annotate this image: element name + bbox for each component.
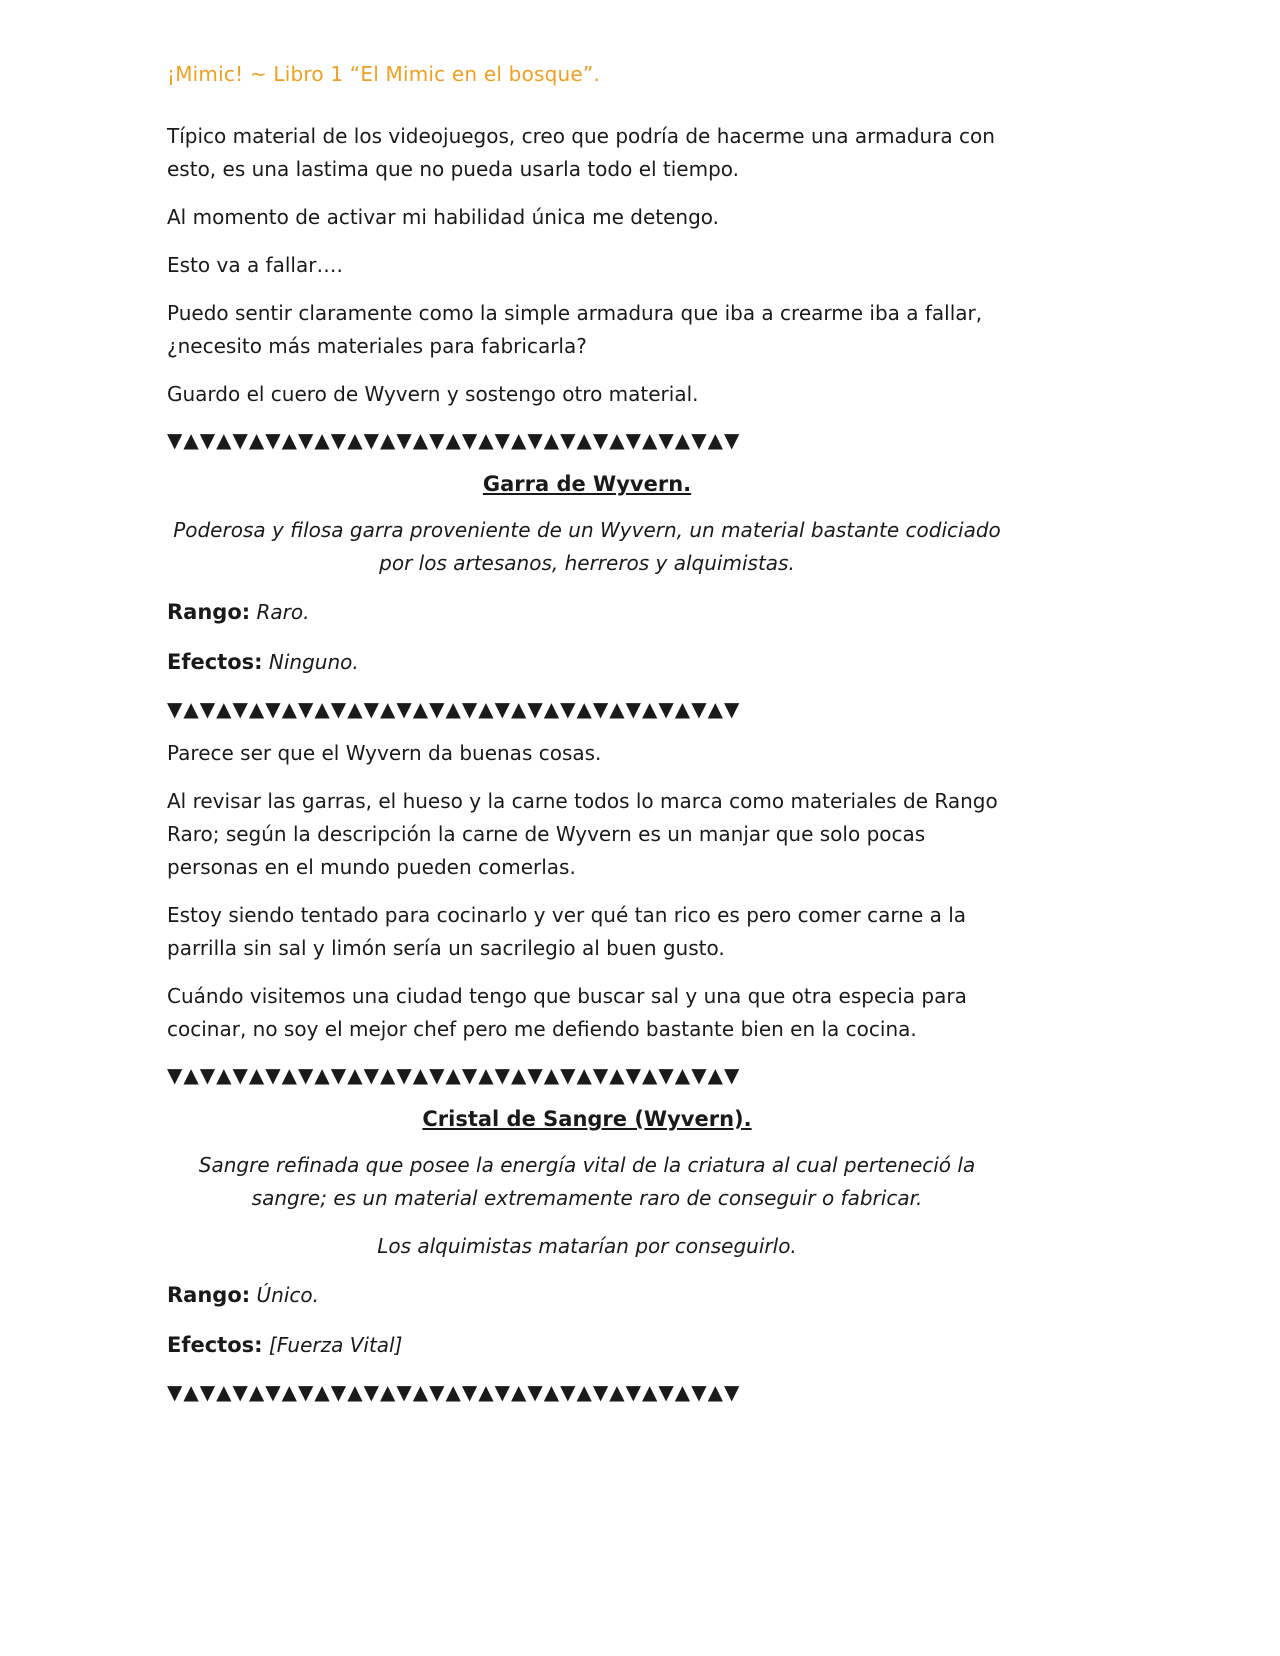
effects-label: Efectos: xyxy=(167,650,263,674)
rank-label: Rango: xyxy=(167,1283,251,1307)
item-effects-cristal xyxy=(167,1328,1007,1362)
item-title-garra: Garra de Wyvern. xyxy=(482,472,692,496)
rank-value: Raro. xyxy=(256,600,310,624)
paragraph: Estoy siendo tentado para cocinarlo y ver qué tan rico es pero comer carne a la parrilla sin sal y limón sería un sacrilegio al buen gusto. xyxy=(167,903,967,960)
item-description-cristal: Sangre refinada que posee la energía vital de la criatura al cual perteneció la sangre; es un material extremamente raro de conseguir o fabricar. xyxy=(198,1153,976,1210)
rank-label: Rango: xyxy=(167,600,251,624)
paragraph: Típico material de los videojuegos, creo que podría de hacerme una armadura con esto, es una lastima que no pueda usarla todo el tiempo. xyxy=(167,124,995,181)
item-rank-garra xyxy=(167,595,1007,629)
paragraph: Cuándo visitemos una ciudad tengo que buscar sal y una que otra especia para cocinar, no soy el mejor chef pero me defiendo bastante bien en la cocina. xyxy=(167,984,967,1041)
effects-value: Ninguno. xyxy=(268,650,359,674)
paragraph: Al revisar las garras, el hueso y la carne todos lo marca como materiales de Rango Raro; según la descripción la carne de Wyvern es un manjar que solo pocas personas en el mundo pueden comerlas. xyxy=(167,789,998,879)
document-page xyxy=(167,62,1007,1420)
paragraph: Parece ser que el Wyvern da buenas cosas. xyxy=(167,741,602,765)
effects-label: Efectos: xyxy=(167,1333,263,1357)
paragraph: Guardo el cuero de Wyvern y sostengo otro material. xyxy=(167,382,699,406)
effects-value: [Fuerza Vital] xyxy=(268,1333,403,1357)
triangle-divider: ▼▲▼▲▼▲▼▲▼▲▼▲▼▲▼▲▼▲▼▲▼▲▼▲▼▲▼▲▼▲▼▲▼▲▼ xyxy=(167,428,741,452)
item-rank-cristal xyxy=(167,1278,1007,1312)
paragraph: Esto va a fallar…. xyxy=(167,253,343,277)
running-header: ¡Mimic! ~ Libro 1 “El Mimic en el bosque”. xyxy=(167,62,601,86)
item-description-garra: Poderosa y filosa garra proveniente de un Wyvern, un material bastante codiciado por los artesanos, herreros y alquimistas. xyxy=(173,518,1001,575)
item-title-cristal: Cristal de Sangre (Wyvern). xyxy=(422,1107,752,1131)
triangle-divider: ▼▲▼▲▼▲▼▲▼▲▼▲▼▲▼▲▼▲▼▲▼▲▼▲▼▲▼▲▼▲▼▲▼▲▼ xyxy=(167,1380,741,1404)
item-note-cristal: Los alquimistas matarían por conseguirlo. xyxy=(377,1234,797,1258)
paragraph: Al momento de activar mi habilidad única me detengo. xyxy=(167,205,720,229)
rank-value: Único. xyxy=(256,1283,319,1307)
triangle-divider: ▼▲▼▲▼▲▼▲▼▲▼▲▼▲▼▲▼▲▼▲▼▲▼▲▼▲▼▲▼▲▼▲▼▲▼ xyxy=(167,1063,741,1087)
item-effects-garra xyxy=(167,645,1007,679)
triangle-divider: ▼▲▼▲▼▲▼▲▼▲▼▲▼▲▼▲▼▲▼▲▼▲▼▲▼▲▼▲▼▲▼▲▼▲▼ xyxy=(167,697,741,721)
paragraph: Puedo sentir claramente como la simple armadura que iba a crearme iba a fallar, ¿necesito más materiales para fabricarla? xyxy=(167,301,983,358)
